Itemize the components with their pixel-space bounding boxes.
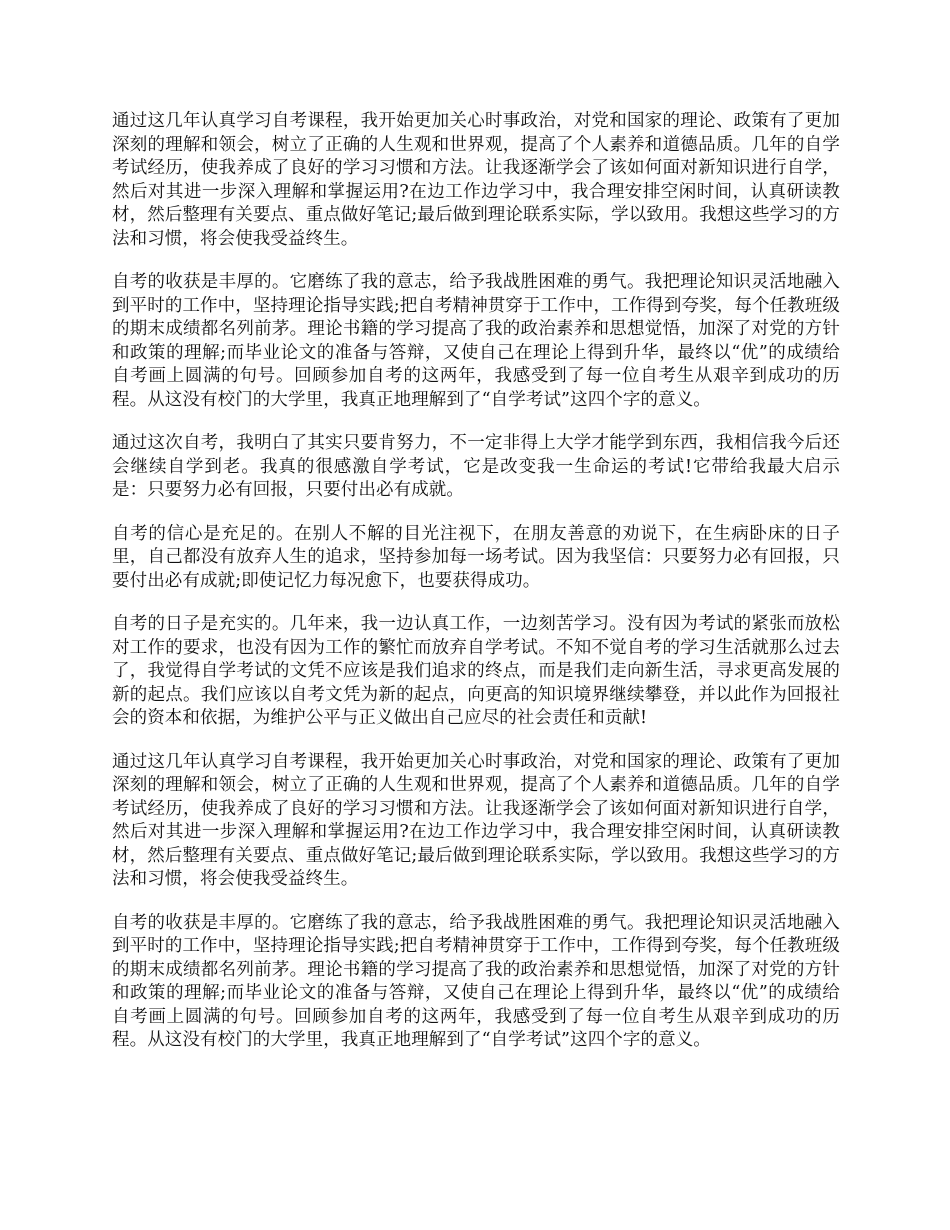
- paragraph-study-habits-repeat: 通过这几年认真学习自考课程，我开始更加关心时事政治，对党和国家的理论、政策有了更加深刻的理解和领会，树立了正确的人生观和世界观，提高了个人素养和道德品质。几年的自学考试经历，使我养成了良好的学习习惯和方法。让我逐渐学会了该如何面对新知识进行自学，然后对其进一步深入理解和掌握运用?在边工作边学习中，我合理安排空闲时间，认真研读教材，然后整理有关要点、重点做好笔记;最后做到理论联系实际，学以致用。我想这些学习的方法和习惯，将会使我受益终生。: [112, 751, 840, 889]
- document-page: [112, 110, 840, 1073]
- paragraph-realization: 通过这次自考，我明白了其实只要肯努力，不一定非得上大学才能学到东西，我相信我今后还会继续自学到老。我真的很感激自学考试，它是改变我一生命运的考试!它带给我最大启示是：只要努力必有回报，只要付出必有成就。: [112, 433, 840, 500]
- paragraph-study-habits: 通过这几年认真学习自考课程，我开始更加关心时事政治，对党和国家的理论、政策有了更加深刻的理解和领会，树立了正确的人生观和世界观，提高了个人素养和道德品质。几年的自学考试经历，使我养成了良好的学习习惯和方法。让我逐渐学会了该如何面对新知识进行自学，然后对其进一步深入理解和掌握运用?在边工作边学习中，我合理安排空闲时间，认真研读教材，然后整理有关要点、重点做好笔记;最后做到理论联系实际，学以致用。我想这些学习的方法和习惯，将会使我受益终生。: [112, 111, 840, 249]
- paragraph-harvest: 自考的收获是丰厚的。它磨练了我的意志，给予我战胜困难的勇气。我把理论知识灵活地融入到平时的工作中，坚持理论指导实践;把自考精神贯穿于工作中，工作得到夸奖，每个任教班级的期末成绩都名列前茅。理论书籍的学习提高了我的政治素养和思想觉悟，加深了对党的方针和政策的理解;而毕业论文的准备与答辩，又使自己在理论上得到升华，最终以“优”的成绩给自考画上圆满的句号。回顾参加自考的这两年，我感受到了每一位自考生从艰辛到成功的历程。从这没有校门的大学里，我真正地理解到了“自学考试”这四个字的意义。: [112, 272, 840, 410]
- paragraph-harvest-repeat: 自考的收获是丰厚的。它磨练了我的意志，给予我战胜困难的勇气。我把理论知识灵活地融入到平时的工作中，坚持理论指导实践;把自考精神贯穿于工作中，工作得到夸奖，每个任教班级的期末成绩都名列前茅。理论书籍的学习提高了我的政治素养和思想觉悟，加深了对党的方针和政策的理解;而毕业论文的准备与答辩，又使自己在理论上得到升华，最终以“优”的成绩给自考画上圆满的句号。回顾参加自考的这两年，我感受到了每一位自考生从艰辛到成功的历程。从这没有校门的大学里，我真正地理解到了“自学考试”这四个字的意义。: [112, 912, 840, 1050]
- paragraph-confidence: 自考的信心是充足的。在别人不解的目光注视下，在朋友善意的劝说下，在生病卧床的日子里，自己都没有放弃人生的追求，坚持参加每一场考试。因为我坚信：只要努力必有回报，只要付出必有成就;即使记忆力每况愈下，也要获得成功。: [112, 523, 840, 591]
- paragraph-fulfilling-days: 自考的日子是充实的。几年来，我一边认真工作，一边刻苦学习。没有因为考试的紧张而放松对工作的要求，也没有因为工作的繁忙而放弃自学考试。不知不觉自考的学习生活就那么过去了，我觉得自学考试的文凭不应该是我们追求的终点，而是我们走向新生活，寻求更高发展的新的起点。我们应该以自考文凭为新的起点，向更高的知识境界继续攀登，并以此作为回报社会的资本和依据，为维护公平与正义做出自己应尽的社会责任和贡献!: [112, 614, 840, 728]
